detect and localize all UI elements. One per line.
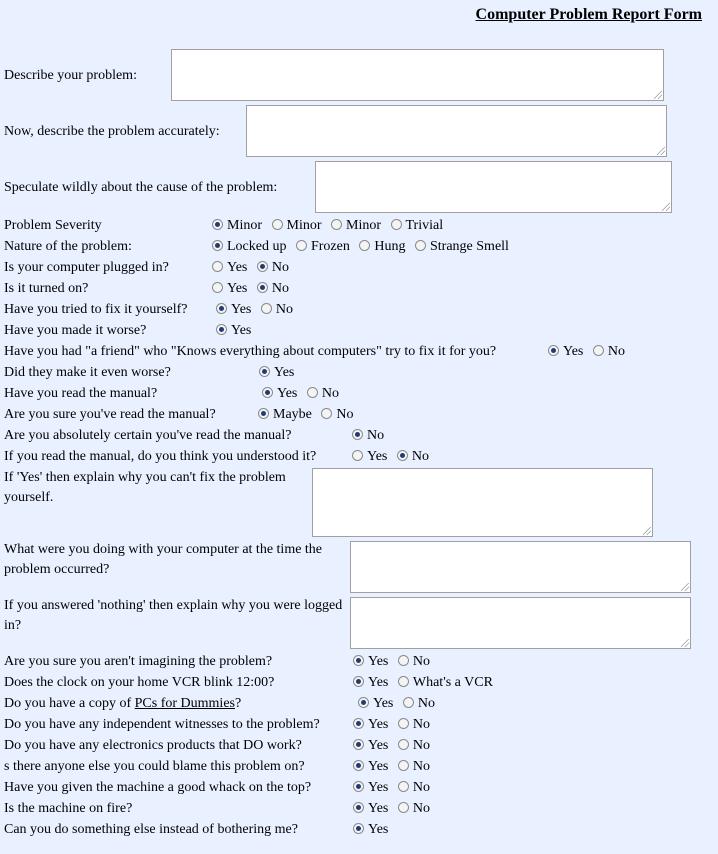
resize-grip-icon[interactable] — [662, 203, 670, 211]
dummies-option-yes[interactable] — [358, 694, 397, 714]
radio-unchecked-icon[interactable] — [398, 655, 409, 666]
radio-checked-icon[interactable] — [358, 697, 369, 708]
dummies-label-post: ? — [234, 696, 242, 711]
read-manual-option-no[interactable] — [307, 384, 343, 404]
radio-checked-icon[interactable] — [548, 345, 559, 356]
sure-manual-option-maybe[interactable] — [258, 405, 316, 425]
radio-checked-icon[interactable] — [212, 219, 223, 230]
resize-grip-icon[interactable] — [657, 147, 665, 155]
option-label: Yes — [368, 717, 389, 732]
imagining-option-yes[interactable] — [353, 652, 392, 672]
resize-grip-icon[interactable] — [681, 583, 689, 591]
option-label: Yes — [368, 738, 389, 753]
fire-option-no[interactable] — [398, 799, 434, 819]
option-label: No — [607, 344, 625, 359]
vcr-option-whats-a-vcr[interactable] — [398, 673, 497, 693]
option-label: Yes — [274, 365, 295, 380]
option-label: No — [412, 738, 430, 753]
page-title: Computer Problem Report Form — [475, 6, 702, 23]
witnesses-option-yes[interactable] — [353, 715, 392, 735]
fire-label: Is the machine on fire? — [4, 801, 133, 816]
radio-unchecked-icon[interactable] — [272, 219, 283, 230]
radio-checked-icon[interactable] — [257, 261, 268, 272]
witnesses-option-no[interactable] — [398, 715, 434, 735]
describe-problem-label: Describe your problem: — [4, 68, 137, 83]
option-label: Yes — [373, 696, 394, 711]
radio-checked-icon[interactable] — [397, 450, 408, 461]
speculate-textarea[interactable] — [315, 161, 672, 213]
imagining-label: Are you sure you aren't imagining the problem? — [4, 654, 273, 669]
option-label: Strange Smell — [430, 239, 509, 254]
plugged-option-no[interactable] — [257, 258, 293, 278]
electronics-option-yes[interactable] — [353, 736, 392, 756]
radio-checked-icon[interactable] — [257, 282, 268, 293]
radio-unchecked-icon[interactable] — [593, 345, 604, 356]
dummies-label — [4, 694, 241, 714]
radio-checked-icon[interactable] — [216, 303, 227, 314]
radio-checked-icon[interactable] — [259, 366, 270, 377]
resize-grip-icon[interactable] — [654, 91, 662, 99]
radio-unchecked-icon[interactable] — [321, 408, 332, 419]
radio-unchecked-icon[interactable] — [352, 450, 363, 461]
describe-problem-textarea[interactable] — [171, 49, 664, 101]
radio-checked-icon[interactable] — [353, 676, 364, 687]
electronics-label: Do you have any electronics products that DO work? — [4, 738, 302, 753]
explain-label: If 'Yes' then explain why you can't fix the problem yourself. — [4, 470, 286, 505]
option-label: No — [417, 696, 435, 711]
severity-label: Problem Severity — [4, 218, 102, 233]
option-label: Yes — [231, 302, 252, 317]
fix-yourself-option-no[interactable] — [261, 300, 297, 320]
radio-unchecked-icon[interactable] — [398, 760, 409, 771]
option-label: Locked up — [227, 239, 287, 254]
plugged-option-yes[interactable] — [212, 258, 251, 278]
severity-option-minor-2[interactable] — [272, 216, 326, 236]
certain-manual-option-no[interactable] — [352, 426, 388, 446]
option-label: No — [411, 449, 429, 464]
nature-option-frozen[interactable] — [296, 237, 354, 257]
radio-unchecked-icon[interactable] — [212, 261, 223, 272]
radio-unchecked-icon[interactable] — [391, 219, 402, 230]
nature-option-locked-up[interactable] — [212, 237, 290, 257]
radio-checked-icon[interactable] — [212, 240, 223, 251]
friend-option-no[interactable] — [593, 342, 629, 362]
radio-unchecked-icon[interactable] — [398, 781, 409, 792]
whack-label: Have you given the machine a good whack on the top? — [4, 780, 312, 795]
nature-option-strange-smell[interactable] — [415, 237, 513, 257]
speculate-label: Speculate wildly about the cause of the problem: — [4, 180, 278, 195]
blame-option-no[interactable] — [398, 757, 434, 777]
option-label: Frozen — [310, 239, 350, 254]
dummies-label-pre: Do you have a copy of — [4, 696, 135, 711]
option-label: Minor — [286, 218, 322, 233]
dummies-option-no[interactable] — [403, 694, 439, 714]
radio-unchecked-icon[interactable] — [331, 219, 342, 230]
radio-checked-icon[interactable] — [216, 324, 227, 335]
radio-unchecked-icon[interactable] — [212, 282, 223, 293]
sure-manual-option-no[interactable] — [321, 405, 357, 425]
radio-checked-icon[interactable] — [353, 802, 364, 813]
nothing-label: If you answered 'nothing' then explain why you were logged in? — [4, 598, 343, 633]
imagining-option-no[interactable] — [398, 652, 434, 672]
radio-unchecked-icon[interactable] — [296, 240, 307, 251]
option-label: No — [271, 260, 289, 275]
radio-checked-icon[interactable] — [353, 781, 364, 792]
radio-unchecked-icon[interactable] — [398, 676, 409, 687]
witnesses-label: Do you have any independent witnesses to the problem? — [4, 717, 320, 732]
radio-checked-icon[interactable] — [262, 387, 273, 398]
read-manual-option-yes[interactable] — [262, 384, 301, 404]
doing-label: What were you doing with your computer at the time the problem occurred? — [4, 542, 323, 577]
radio-checked-icon[interactable] — [258, 408, 269, 419]
made-worse-option-yes[interactable] — [216, 321, 255, 341]
option-label: No — [271, 281, 289, 296]
radio-unchecked-icon[interactable] — [261, 303, 272, 314]
friend-option-yes[interactable] — [548, 342, 587, 362]
option-label: No — [412, 717, 430, 732]
option-label: Yes — [231, 323, 252, 338]
option-label: Yes — [368, 759, 389, 774]
option-label: Yes — [368, 801, 389, 816]
radio-unchecked-icon[interactable] — [307, 387, 318, 398]
radio-checked-icon[interactable] — [353, 823, 364, 834]
option-label: Yes — [563, 344, 584, 359]
read-manual-label: Have you read the manual? — [4, 386, 158, 401]
option-label: Maybe — [273, 407, 312, 422]
severity-option-trivial[interactable] — [391, 216, 448, 236]
understood-option-yes[interactable] — [352, 447, 391, 467]
nothing-textarea[interactable] — [350, 597, 691, 649]
whack-option-no[interactable] — [398, 778, 434, 798]
nature-label: Nature of the problem: — [4, 239, 132, 254]
radio-unchecked-icon[interactable] — [415, 240, 426, 251]
describe-accurately-textarea[interactable] — [246, 105, 667, 157]
vcr-label: Does the clock on your home VCR blink 12:00? — [4, 675, 275, 690]
option-label: No — [412, 654, 430, 669]
describe-accurately-label: Now, describe the problem accurately: — [4, 124, 220, 139]
turned-on-label: Is it turned on? — [4, 281, 89, 296]
option-label: Yes — [367, 449, 388, 464]
doing-textarea[interactable] — [350, 541, 691, 593]
radio-checked-icon[interactable] — [353, 655, 364, 666]
option-label: Trivial — [405, 218, 444, 233]
blame-option-yes[interactable] — [353, 757, 392, 777]
radio-checked-icon[interactable] — [353, 760, 364, 771]
option-label: No — [321, 386, 339, 401]
radio-checked-icon[interactable] — [352, 429, 363, 440]
pcs-for-dummies-link[interactable]: PCs for Dummies — [134, 696, 235, 711]
whack-option-yes[interactable] — [353, 778, 392, 798]
resize-grip-icon[interactable] — [643, 527, 651, 535]
option-label: What's a VCR — [412, 675, 493, 690]
understood-option-no[interactable] — [397, 447, 433, 467]
bother-option-yes[interactable] — [353, 820, 392, 840]
option-label: Yes — [277, 386, 298, 401]
option-label: Hung — [374, 239, 406, 254]
understood-label: If you read the manual, do you think you understood it? — [4, 449, 317, 464]
turned-on-option-no[interactable] — [257, 279, 293, 299]
sure-manual-label: Are you sure you've read the manual? — [4, 407, 216, 422]
option-label: Yes — [368, 654, 389, 669]
radio-unchecked-icon[interactable] — [359, 240, 370, 251]
radio-checked-icon[interactable] — [353, 739, 364, 750]
severity-option-minor-3[interactable] — [331, 216, 385, 236]
option-label: No — [412, 759, 430, 774]
option-label: Yes — [227, 260, 248, 275]
radio-unchecked-icon[interactable] — [398, 739, 409, 750]
option-label: No — [367, 428, 385, 443]
radio-unchecked-icon[interactable] — [398, 802, 409, 813]
electronics-option-no[interactable] — [398, 736, 434, 756]
radio-unchecked-icon[interactable] — [398, 718, 409, 729]
option-label: Yes — [368, 822, 389, 837]
nature-option-hung[interactable] — [359, 237, 409, 257]
option-label: No — [336, 407, 354, 422]
radio-unchecked-icon[interactable] — [403, 697, 414, 708]
explain-textarea[interactable] — [312, 468, 653, 537]
option-label: No — [412, 780, 430, 795]
option-label: No — [275, 302, 293, 317]
option-label: Minor — [227, 218, 262, 233]
option-label: Yes — [368, 780, 389, 795]
option-label: No — [412, 801, 430, 816]
even-worse-label: Did they make it even worse? — [4, 365, 171, 380]
option-label: Yes — [368, 675, 389, 690]
made-worse-label: Have you made it worse? — [4, 323, 147, 338]
vcr-option-yes[interactable] — [353, 673, 392, 693]
fire-option-yes[interactable] — [353, 799, 392, 819]
option-label: Yes — [227, 281, 248, 296]
severity-option-minor-1[interactable] — [212, 216, 266, 236]
even-worse-option-yes[interactable] — [259, 363, 298, 383]
resize-grip-icon[interactable] — [681, 639, 689, 647]
certain-manual-label: Are you absolutely certain you've read the manual? — [4, 428, 292, 443]
bother-label: Can you do something else instead of bothering me? — [4, 822, 298, 837]
fix-yourself-label: Have you tried to fix it yourself? — [4, 302, 188, 317]
fix-yourself-option-yes[interactable] — [216, 300, 255, 320]
radio-checked-icon[interactable] — [353, 718, 364, 729]
plugged-label: Is your computer plugged in? — [4, 260, 169, 275]
blame-label: s there anyone else you could blame this problem on? — [4, 759, 305, 774]
option-label: Minor — [346, 218, 381, 233]
friend-label: Have you had "a friend" who "Knows everything about computers" try to fix it for you? — [4, 344, 497, 359]
turned-on-option-yes[interactable] — [212, 279, 251, 299]
